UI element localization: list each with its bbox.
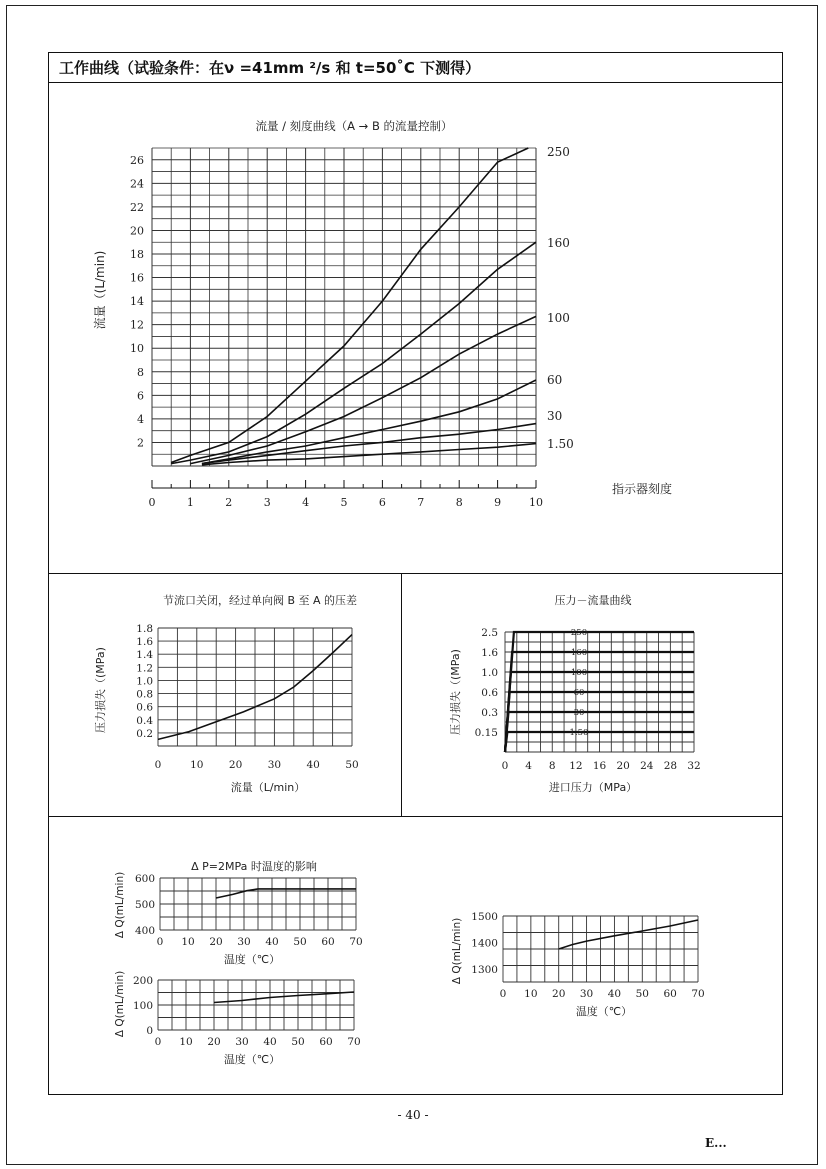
x-tick-label: 50 bbox=[293, 936, 307, 948]
x-tick-label: 0 bbox=[148, 496, 156, 509]
x-axis-label: 温度（℃） bbox=[223, 1053, 281, 1066]
y-tick-label: 14 bbox=[130, 295, 144, 309]
y-tick-label: 0.15 bbox=[474, 727, 498, 739]
y-tick-label: 26 bbox=[130, 153, 144, 167]
curve-label-60: 60 bbox=[573, 688, 585, 698]
x-tick-label: 2 bbox=[225, 496, 233, 509]
x-tick-label: 9 bbox=[494, 496, 502, 509]
x-axis-label: 流量（L/min） bbox=[230, 781, 306, 794]
x-tick-label: 10 bbox=[524, 988, 538, 1000]
y-axis-label: 流量（(L/min) bbox=[93, 250, 107, 330]
y-tick-label: 600 bbox=[134, 873, 155, 885]
x-tick-label: 30 bbox=[267, 759, 282, 771]
y-tick-label: 0.6 bbox=[481, 687, 498, 699]
y-tick-label: 1.6 bbox=[136, 636, 153, 649]
chart-title: 节流口关闭，经过单向阀 B 至 A 的压差 bbox=[162, 594, 358, 607]
y-tick-label: 1.2 bbox=[136, 662, 153, 675]
x-tick-label: 50 bbox=[345, 759, 359, 771]
x-tick-label: 4 bbox=[525, 760, 532, 772]
section-title: 工作曲线（试验条件：在ν =41mm ²/s 和 t=50˚C 下测得） bbox=[49, 53, 782, 83]
y-tick-label: 500 bbox=[134, 899, 155, 911]
y-tick-label: 0.4 bbox=[136, 714, 153, 727]
y-tick-label: 6 bbox=[137, 389, 144, 403]
temp-effect-1-chart bbox=[114, 859, 363, 966]
series-label-160: 160 bbox=[547, 236, 570, 250]
y-tick-label: 1300 bbox=[471, 963, 498, 976]
x-tick-label: 24 bbox=[640, 760, 654, 772]
x-tick-label: 6 bbox=[378, 496, 386, 509]
flow-scale-chart bbox=[92, 119, 672, 509]
y-axis-label: Δ Q(mL/min) bbox=[114, 871, 126, 939]
temp-effect-2-chart bbox=[114, 971, 361, 1066]
curve-label-1.50: 1.50 bbox=[569, 728, 589, 738]
x-tick-label: 40 bbox=[263, 1036, 277, 1048]
y-tick-label: 1.6 bbox=[481, 647, 498, 659]
y-tick-label: 1400 bbox=[471, 937, 498, 950]
x-tick-label: 8 bbox=[548, 760, 556, 772]
y-axis-label: 压力损失（(MPa) bbox=[449, 649, 462, 735]
curve-label-250: 250 bbox=[570, 628, 588, 638]
x-tick-label: 50 bbox=[291, 1036, 305, 1048]
y-tick-label: 0.2 bbox=[136, 727, 153, 740]
x-tick-label: 70 bbox=[349, 936, 363, 948]
y-tick-label: 10 bbox=[130, 342, 144, 356]
x-tick-label: 0 bbox=[501, 760, 509, 772]
x-tick-label: 60 bbox=[321, 936, 335, 948]
chart-title: Δ P=2MPa 时温度的影响 bbox=[191, 860, 317, 873]
x-tick-label: 10 bbox=[179, 1036, 193, 1048]
x-tick-label: 0 bbox=[499, 988, 507, 1000]
x-tick-label: 40 bbox=[265, 936, 279, 948]
x-tick-label: 7 bbox=[417, 496, 425, 509]
x-tick-label: 1 bbox=[186, 496, 194, 509]
x-tick-label: 30 bbox=[237, 936, 251, 948]
x-tick-label: 10 bbox=[190, 759, 204, 771]
x-axis-label: 温度（℃） bbox=[223, 953, 281, 966]
y-tick-label: 16 bbox=[130, 271, 144, 285]
x-tick-label: 20 bbox=[207, 1036, 221, 1048]
x-tick-label: 12 bbox=[569, 760, 583, 772]
x-tick-label: 10 bbox=[181, 936, 195, 948]
y-tick-label: 12 bbox=[130, 318, 144, 332]
x-axis-label: 温度（℃） bbox=[575, 1005, 633, 1018]
x-tick-label: 0 bbox=[154, 759, 162, 771]
x-tick-label: 70 bbox=[347, 1036, 361, 1048]
x-tick-label: 30 bbox=[235, 1036, 249, 1048]
x-tick-label: 28 bbox=[663, 760, 678, 772]
page-number: - 40 - bbox=[397, 1108, 429, 1122]
x-tick-label: 60 bbox=[663, 988, 677, 1000]
temp-effect-3-chart bbox=[451, 911, 705, 1018]
x-tick-label: 3 bbox=[263, 496, 271, 509]
y-tick-label: 18 bbox=[130, 248, 144, 261]
x-tick-label: 20 bbox=[228, 759, 243, 771]
y-tick-label: 0 bbox=[146, 1025, 153, 1037]
y-tick-label: 400 bbox=[134, 925, 155, 937]
curve-label-30: 30 bbox=[573, 708, 585, 718]
chart-title: 压力－流量曲线 bbox=[554, 594, 632, 607]
footer-mark: E... bbox=[705, 1136, 727, 1150]
y-tick-label: 1.8 bbox=[136, 623, 153, 635]
check-valve-chart bbox=[93, 593, 359, 794]
y-axis-label: Δ Q(mL/min) bbox=[451, 917, 463, 985]
y-tick-label: 1500 bbox=[471, 911, 498, 923]
y-tick-label: 2.5 bbox=[481, 627, 498, 639]
x-tick-label: 40 bbox=[306, 759, 320, 771]
x-tick-label: 0 bbox=[154, 1036, 162, 1048]
series-label-1.50: 1.50 bbox=[547, 437, 574, 451]
y-tick-label: 1.4 bbox=[136, 649, 153, 662]
y-tick-label: 4 bbox=[137, 412, 144, 426]
x-tick-label: 70 bbox=[691, 988, 705, 1000]
y-tick-label: 1.0 bbox=[481, 667, 498, 679]
series-line-60 bbox=[202, 380, 536, 464]
curve-label-100: 100 bbox=[570, 668, 588, 678]
y-tick-label: 24 bbox=[130, 177, 144, 191]
series-label-60: 60 bbox=[547, 373, 563, 387]
y-axis-label: Δ Q(mL/min) bbox=[114, 970, 126, 1038]
y-tick-label: 8 bbox=[137, 365, 144, 379]
x-tick-label: 40 bbox=[607, 988, 622, 1000]
x-tick-label: 16 bbox=[592, 760, 607, 772]
x-tick-label: 20 bbox=[616, 760, 630, 772]
y-tick-label: 0.3 bbox=[481, 707, 498, 719]
x-tick-label: 5 bbox=[340, 496, 348, 509]
y-tick-label: 2 bbox=[137, 436, 144, 450]
y-tick-label: 0.8 bbox=[136, 688, 153, 701]
y-tick-label: 20 bbox=[130, 224, 144, 238]
series-line-30 bbox=[202, 424, 536, 464]
x-tick-label: 50 bbox=[635, 988, 649, 1000]
x-tick-label: 20 bbox=[552, 988, 566, 1000]
x-tick-label: 30 bbox=[579, 988, 594, 1000]
x-tick-label: 20 bbox=[209, 936, 223, 948]
y-axis-label: 压力损失（(MPa) bbox=[94, 647, 107, 733]
series-label-250: 250 bbox=[547, 145, 570, 159]
curve-label-160: 160 bbox=[570, 648, 588, 658]
y-tick-label: 0.6 bbox=[136, 701, 153, 714]
x-tick-label: 32 bbox=[687, 760, 701, 772]
x-tick-label: 0 bbox=[156, 936, 164, 948]
y-tick-label: 100 bbox=[132, 1000, 153, 1012]
y-tick-label: 22 bbox=[130, 200, 144, 214]
chart-title: 流量 / 刻度曲线（A → B 的流量控制） bbox=[255, 119, 453, 133]
x-axis-label: 指示器刻度 bbox=[611, 482, 673, 496]
y-tick-label: 200 bbox=[132, 975, 153, 987]
pressure-flow-chart bbox=[448, 593, 701, 794]
series-label-100: 100 bbox=[547, 311, 570, 325]
x-tick-label: 60 bbox=[319, 1036, 333, 1048]
x-tick-label: 8 bbox=[455, 496, 463, 509]
x-axis-label: 进口压力（MPa） bbox=[548, 781, 638, 794]
x-tick-label: 4 bbox=[302, 496, 310, 509]
series-label-30: 30 bbox=[547, 409, 563, 423]
x-tick-label: 10 bbox=[529, 496, 543, 509]
y-tick-label: 1.0 bbox=[136, 675, 153, 688]
